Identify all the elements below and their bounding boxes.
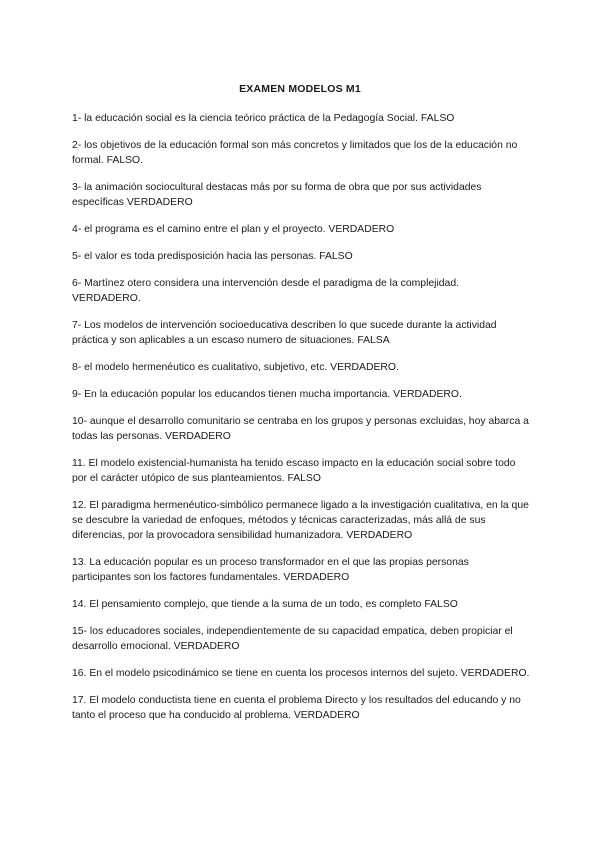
question-item: 15- los educadores sociales, independientemente de su capacidad empatica, deben propiciar el desarrollo emocional. VERDADERO — [72, 626, 513, 652]
question-item: 5- el valor es toda predisposición hacia las personas. FALSO — [72, 251, 353, 262]
question-item: 16. En el modelo psicodinámico se tiene en cuenta los procesos internos del sujeto. VERDADERO. — [72, 668, 530, 679]
question-item: 4- el programa es el camino entre el plan y el proyecto. VERDADERO — [72, 224, 395, 235]
question-item: 14. El pensamiento complejo, que tiende a la suma de un todo, es completo FALSO — [72, 599, 458, 610]
question-item: 11. El modelo existencial-humanista ha tenido escaso impacto en la educación social sobre todo por el carácter utópico de sus planteamientos. FALSO — [72, 458, 516, 484]
question-item: 10- aunque el desarrollo comunitario se centraba en los grupos y personas excluidas, hoy abarca a todas las personas. VERDADERO — [72, 416, 529, 442]
question-item: 1- la educación social es la ciencia teórico práctica de la Pedagogía Social. FALSO — [72, 113, 455, 124]
question-list — [72, 111, 530, 735]
question-item: 9- En la educación popular los educandos tienen mucha importancia. VERDADERO. — [72, 389, 462, 400]
question-item: 3- la animación sociocultural destacas más por su forma de obra que por sus actividades específicas VERDADERO — [72, 182, 482, 208]
question-item: 8- el modelo hermenéutico es cualitativo, subjetivo, etc. VERDADERO. — [72, 362, 399, 373]
question-item: 7- Los modelos de intervención socioeducativa describen lo que sucede durante la actividad práctica y son aplicables a un escaso numero de situaciones. FALSA — [72, 320, 497, 346]
question-item: 2- los objetivos de la educación formal son más concretos y limitados que los de la educación no formal. FALSO. — [72, 140, 518, 166]
question-item: 6- Martínez otero considera una intervención desde el paradigma de la complejidad. VERDADERO. — [72, 278, 459, 304]
document-title: EXAMEN MODELOS M1 — [239, 83, 361, 95]
question-item: 13. La educación popular es un proceso transformador en el que las propias personas participantes son los factores fundamentales. VERDADERO — [72, 557, 469, 583]
question-item: 12. El paradigma hermenéutico-simbólico permanece ligado a la investigación cualitativa, en la que se descubre la variedad de enfoques, métodos y técnicas caracterizadas, más allá de sus diferencias, por la provocadora sensibilidad humanizadora. VERDADERO — [72, 500, 529, 541]
question-item: 17. El modelo conductista tiene en cuenta el problema Directo y los resultados del educando y no tanto el proceso que ha conducido al problema. VERDADERO — [72, 695, 521, 721]
